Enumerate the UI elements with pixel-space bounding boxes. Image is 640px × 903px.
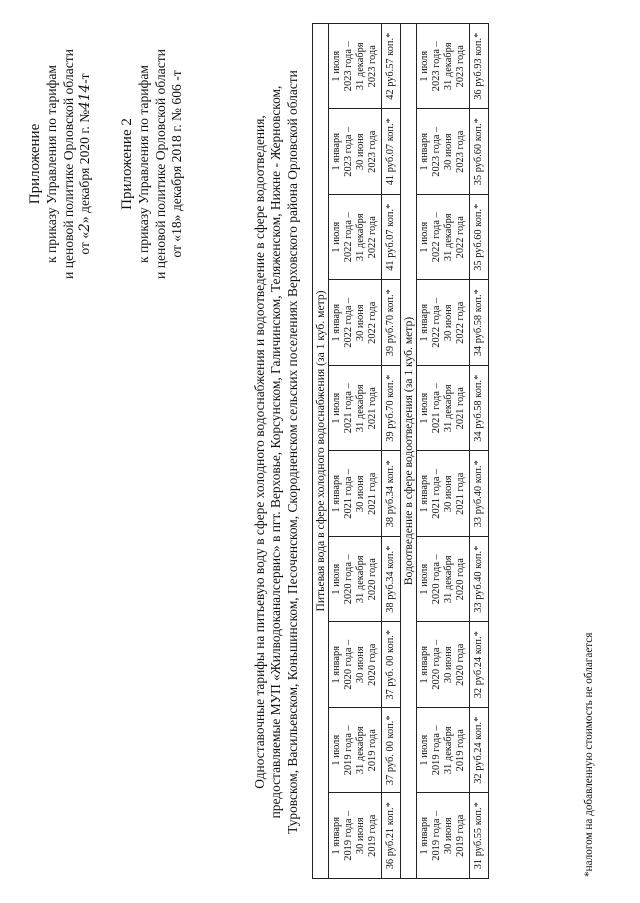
tariff-value: 37 руб. 00 коп.*: [382, 622, 401, 708]
intro-line: Туровском, Васильевском, Коньшинском, Песоченском, Скородненском сельских поселениях Верховского района Орловской области: [284, 70, 300, 834]
period-row: [329, 24, 382, 879]
appendix-line: и ценовой политике Орловской области: [60, 49, 76, 279]
period-cell: 1 июля 2020 года – 31 декабря 2020 года: [329, 537, 382, 623]
tariff-value: 39 руб.70 коп.*: [382, 366, 401, 452]
appendix2-line: к приказу Управления по тарифам: [136, 65, 152, 263]
handwritten-day: 2: [77, 223, 94, 232]
section-title-row: [401, 24, 417, 879]
tariff-value: 33 руб.40 коп.*: [470, 451, 489, 537]
section-title: Питьевая вода в сфере холодного водоснабжения (за 1 куб. метр): [313, 24, 329, 879]
intro-line: предоставляемые МУП «Жилводоканалсервис» в пгт. Верховье, Корсунском, Галичинском, Теляженском, Нижне - Жерновском,: [268, 85, 284, 819]
period-cell: 1 января 2020 года – 30 июня 2020 года: [417, 622, 470, 708]
period-cell: 1 января 2023 года – 30 июня 2023 года: [417, 109, 470, 195]
period-cell: 1 января 2021 года – 30 июня 2021 года: [417, 451, 470, 537]
period-cell: 1 июля 2022 года – 31 декабря 2022 года: [329, 195, 382, 281]
period-row: [417, 24, 470, 879]
tariff-value-row: [382, 24, 401, 879]
tariff-value: 41 руб.07 коп.*: [382, 109, 401, 195]
appendix2-title: Приложение 2: [119, 118, 135, 210]
period-cell: 1 января 2023 года – 30 июня 2023 года: [329, 109, 382, 195]
tariff-value: 34 руб.58 коп.*: [470, 280, 489, 366]
section-title: Водоотведение в сфере водоотведения (за 1 куб. метр): [401, 24, 417, 879]
appendix2-line: и ценовой политике Орловской области: [152, 49, 168, 279]
tariff-value: 33 руб.40 коп.*: [470, 537, 489, 623]
period-cell: 1 января 2022 года – 30 июня 2022 года: [329, 280, 382, 366]
period-cell: 1 июля 2021 года – 31 декабря 2021 года: [417, 366, 470, 452]
appendix-line: к приказу Управления по тарифам: [44, 65, 60, 263]
period-cell: 1 января 2022 года – 30 июня 2022 года: [417, 280, 470, 366]
appendix-date-line: от «2» декабря 2020 г. №414-т: [77, 73, 94, 255]
handwritten-number: 414: [77, 83, 94, 110]
tariff-value-row: [470, 24, 489, 879]
tariff-value: 38 руб.34 коп.*: [382, 451, 401, 537]
period-cell: 1 января 2019 года – 30 июня 2019 года: [417, 793, 470, 879]
tariff-value: 38 руб.34 коп.*: [382, 537, 401, 623]
period-cell: 1 июля 2023 года – 31 декабря 2023 года: [417, 24, 470, 110]
tariff-value: 34 руб.58 коп.*: [470, 366, 489, 452]
period-cell: 1 июля 2023 года – 31 декабря 2023 года: [329, 24, 382, 110]
tariff-value: 32 руб.24 коп.*: [470, 622, 489, 708]
period-cell: 1 июля 2019 года – 31 декабря 2019 года: [417, 708, 470, 794]
appendix-title: Приложение: [27, 123, 43, 205]
tariff-value: 41 руб.07 коп.*: [382, 195, 401, 281]
appendix2-line: от «18» декабря 2018 г. № 606 -т: [169, 70, 185, 258]
intro-line: Одноставочные тарифы на питьевую воду в сфере холодного водоснабжения и водоотведение в сфере водоотведения,: [252, 115, 267, 789]
period-cell: 1 июля 2022 года – 31 декабря 2022 года: [417, 195, 470, 281]
tariff-value: 35 руб.60 коп.*: [470, 109, 489, 195]
tariff-value: 36 руб.93 коп.*: [470, 24, 489, 110]
appendix2-header: [118, 14, 186, 314]
period-cell: 1 января 2019 года – 30 июня 2019 года: [329, 793, 382, 879]
period-cell: 1 января 2020 года – 30 июня 2020 года: [329, 622, 382, 708]
appendix-header: [26, 14, 94, 314]
tariff-table: [312, 23, 489, 879]
tariff-value: 42 руб.57 коп.*: [382, 24, 401, 110]
tariff-value: 37 руб. 00 коп.*: [382, 708, 401, 794]
tariff-value: 35 руб.60 коп.*: [470, 195, 489, 281]
period-cell: 1 июля 2019 года – 31 декабря 2019 года: [329, 708, 382, 794]
tariff-value: 36 руб.21 коп.*: [382, 793, 401, 879]
tariff-value: 32 руб.24 коп.*: [470, 708, 489, 794]
tariff-value: 31 руб.55 коп.*: [470, 793, 489, 879]
tariff-value: 39 руб.70 коп.*: [382, 280, 401, 366]
section-title-row: [313, 24, 329, 879]
document-intro: [252, 7, 301, 897]
period-cell: 1 июля 2021 года – 31 декабря 2021 года: [329, 366, 382, 452]
period-cell: 1 января 2021 года – 30 июня 2021 года: [329, 451, 382, 537]
period-cell: 1 июля 2020 года – 31 декабря 2020 года: [417, 537, 470, 623]
footnote: *налогом на добавленную стоимость не облагается: [583, 632, 595, 877]
